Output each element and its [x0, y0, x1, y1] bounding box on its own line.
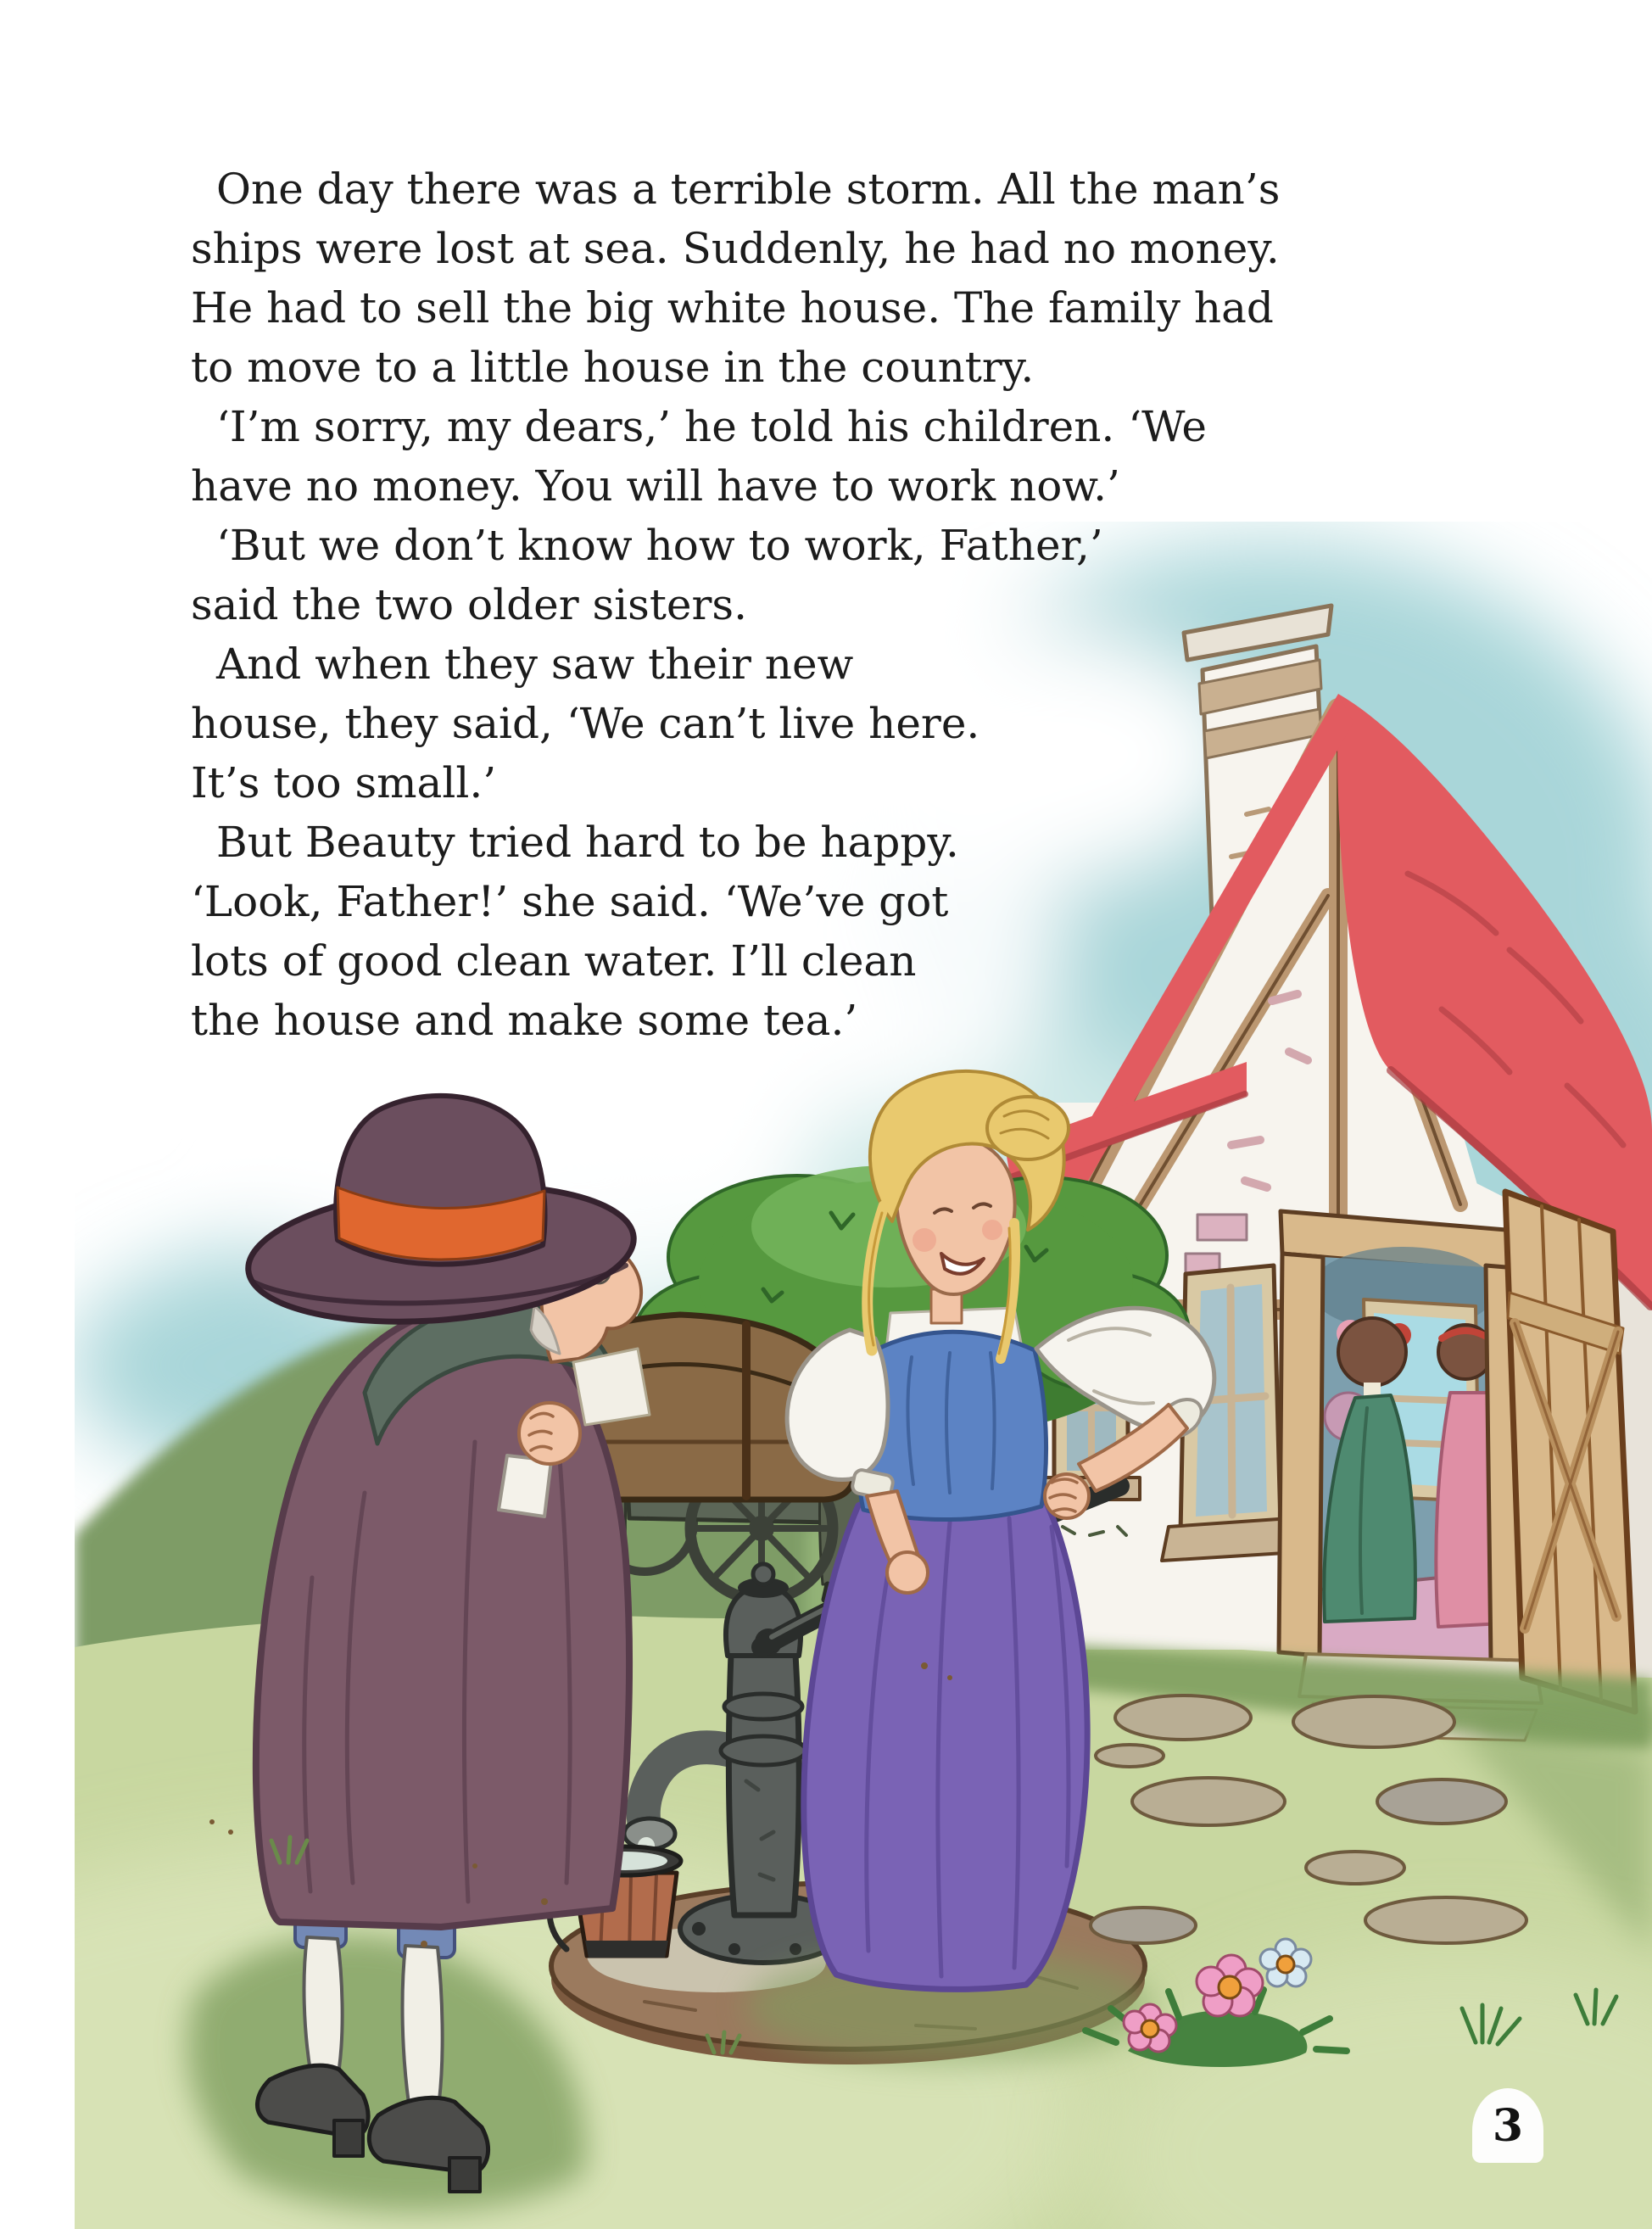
- story-line: One day there was a terrible storm. All the man’s: [216, 165, 1281, 214]
- story-line: ‘Look, Father!’ she said. ‘We’ve got: [191, 877, 949, 926]
- story-line: ‘I’m sorry, my dears,’ he told his children. ‘We: [216, 402, 1207, 451]
- story-line: It’s too small.’: [191, 758, 497, 807]
- story-line: lots of good clean water. I’ll clean: [191, 936, 917, 986]
- story-line: ‘But we don’t know how to work, Father,’: [216, 521, 1103, 570]
- story-line: house, they said, ‘We can’t live here.: [191, 699, 980, 748]
- story-line: And when they saw their new: [216, 640, 854, 689]
- story-text: [191, 159, 1395, 1050]
- story-line: But Beauty tried hard to be happy.: [216, 818, 959, 867]
- story-line: said the two older sisters.: [191, 580, 747, 629]
- story-line: to move to a little house in the country.: [191, 343, 1035, 392]
- story-line: ships were lost at sea. Suddenly, he had no money.: [191, 224, 1280, 273]
- story-line: the house and make some tea.’: [191, 996, 858, 1045]
- story-line: have no money. You will have to work now.’: [191, 461, 1120, 511]
- story-line: He had to sell the big white house. The family had: [191, 283, 1274, 332]
- page-number: 3: [1492, 2099, 1524, 2152]
